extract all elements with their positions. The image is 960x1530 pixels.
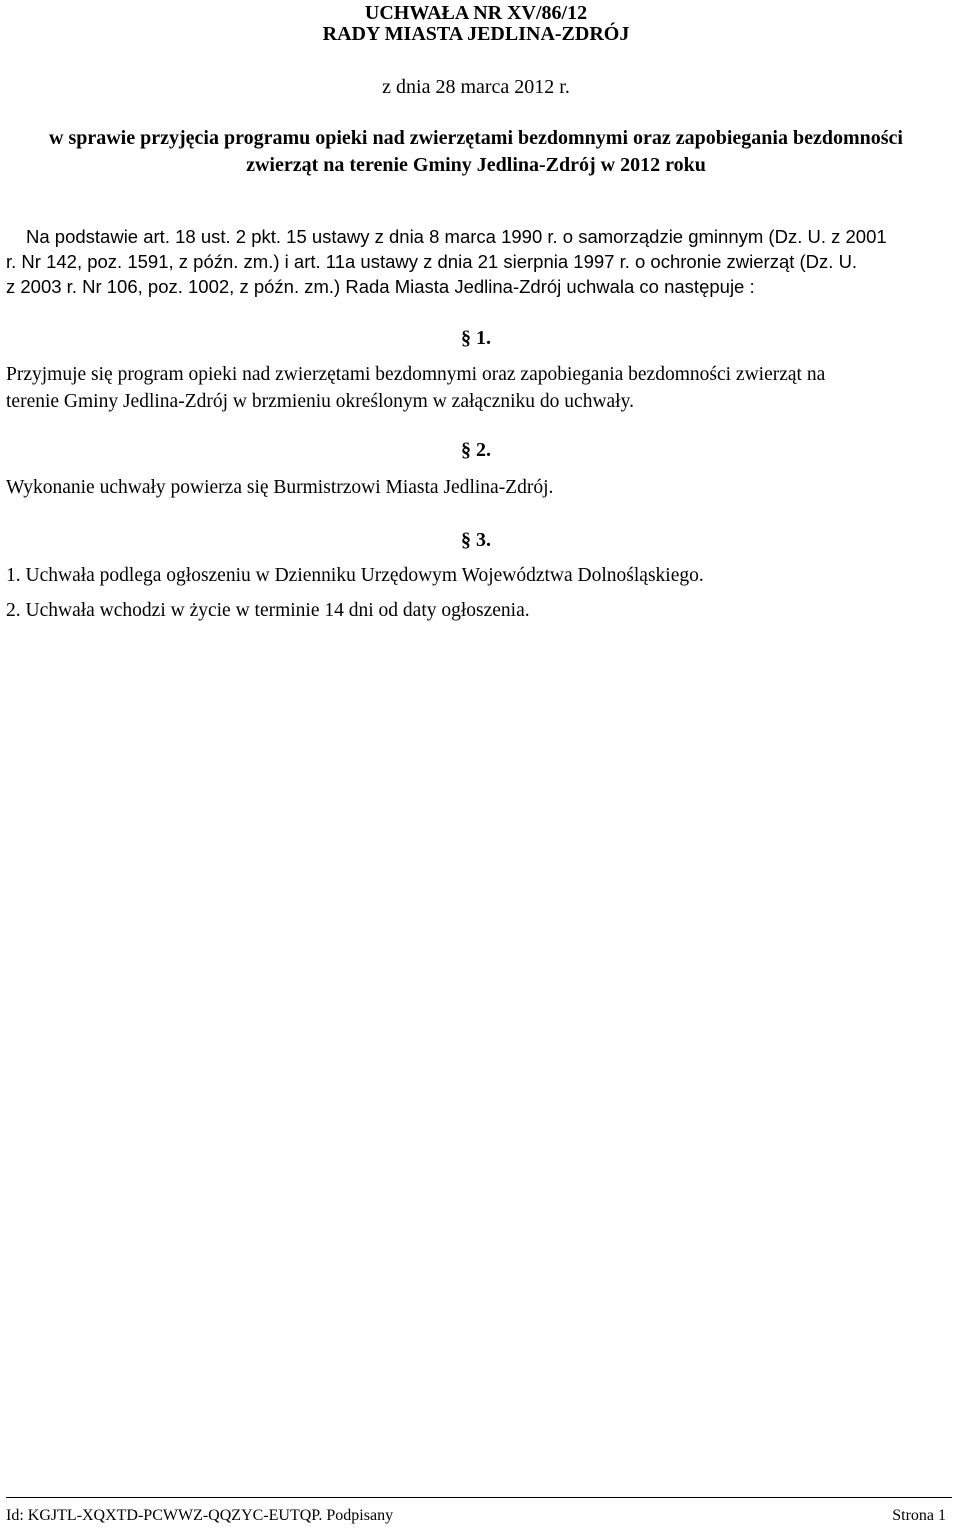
resolution-subject-line-1: w sprawie przyjęcia programu opieki nad zwierzętami bezdomnymi oraz zapobiegania bezdomności (49, 127, 903, 149)
legal-basis-line-1: Na podstawie art. 18 ust. 2 pkt. 15 ustawy z dnia 8 marca 1990 r. o samorządzie gminnym (Dz. U. z 2001 (26, 226, 887, 247)
section-2-text: Wykonanie uchwały powierza się Burmistrzowi Miasta Jedlina-Zdrój. (6, 477, 554, 498)
footer-document-id: Id: KGJTL-XQXTD-PCWWZ-QQZYC-EUTQP. Podpisany (6, 1507, 394, 1524)
footer-divider (6, 1497, 952, 1498)
resolution-date: z dnia 28 marca 2012 r. (382, 76, 570, 98)
council-name: RADY MIASTA JEDLINA-ZDRÓJ (322, 23, 630, 45)
section-2-mark: § 2. (461, 439, 491, 461)
document-page (6, 0, 946, 1530)
resolution-number: UCHWAŁA NR XV/86/12 (364, 2, 588, 24)
legal-basis-line-3: z 2003 r. Nr 106, poz. 1002, z późn. zm.) Rada Miasta Jedlina-Zdrój uchwala co następuje : (6, 276, 755, 297)
section-3-mark: § 3. (461, 529, 491, 551)
legal-basis-line-2: r. Nr 142, poz. 1591, z późn. zm.) i art. 11a ustawy z dnia 21 sierpnia 1997 r. o ochronie zwierząt (Dz. U. (6, 251, 858, 272)
resolution-subject-line-2: zwierząt na terenie Gminy Jedlina-Zdrój w 2012 roku (246, 154, 706, 176)
section-1-text-line-1: Przyjmuje się program opieki nad zwierzętami bezdomnymi oraz zapobiegania bezdomności zwierząt na (6, 364, 826, 385)
section-3-item-1: 1. Uchwała podlega ogłoszeniu w Dzienniku Urzędowym Województwa Dolnośląskiego. (6, 565, 704, 586)
section-1-mark: § 1. (461, 327, 491, 349)
section-3-item-2: 2. Uchwała wchodzi w życie w terminie 14 dni od daty ogłoszenia. (6, 600, 530, 621)
section-1-text-line-2: terenie Gminy Jedlina-Zdrój w brzmieniu określonym w załączniku do uchwały. (6, 391, 634, 412)
footer-page-number: Strona 1 (892, 1507, 946, 1524)
